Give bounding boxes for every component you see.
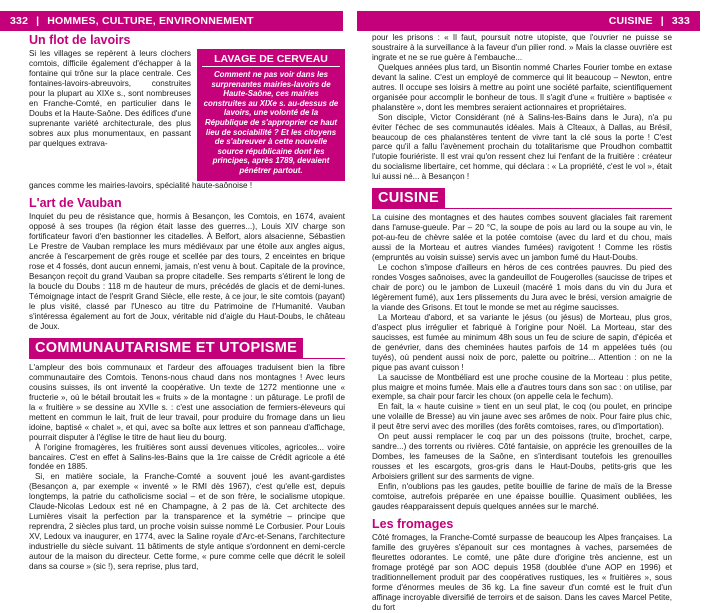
utopie-paragraph-2: Quelques années plus tard, un Bisontin nommé Charles Fourier tombe en extase devant la saline. C'est un employé de commerce qui lit beaucoup – Newton, entre autres. Il occupe ses loisirs à mettre au point une société parfaite, scientifiquement organisée pour accomplir le bonheur de tous. Il s'agit d'une « fruitière » baptisée « phalanstère », dont les membres seraient actionnaires et propriétaires.: [372, 62, 672, 112]
utopie-paragraph-3: Son disciple, Victor Considérant (né à Salins-les-Bains dans le Jura), n'a pu éviter l'échec de ses communautés idéales. Mais à Cîteaux, à Dallas, au Brésil, beaucoup de ces phalanstères tentent de vivre tant la clé sous la porte ! C'est parce qu'il a fallu l'avènement prochain du totalitarisme que Proudhon combattit l'utopie fouriériste. Il est vrai qu'on ressent chez lui l'enfant de la fruitière : créateur du socialisme libertaire, cet homme, qui déclara : « La propriété, c'est le vol », était lui aussi né... à Besançon !: [372, 112, 672, 182]
page-number-left: 332: [10, 15, 29, 27]
cuisine-paragraph-3: La Morteau d'abord, et sa variante le jésus (ou jésus) de Morteau, plus gros, d'aspect plus irrégulier et fabriqué à l'origine pour Noël. La Morteau, star des saucisses, est fumée au minimum 48h sous un feu de sciure de sapin, d'épicéa et de genévrier, dans des cheminées hautes parfois de 14 m appelées tués (ou tuyés), où pendent aussi noix de porc, palette ou poitrine... Attention : on ne la pique pas avant cuisson !: [372, 312, 672, 372]
utopie-paragraph-1: pour les prisons : « Il faut, poursuit notre utopiste, que l'ouvrier ne puisse se soustraire à la surveillance à la faveur d'un pilier rond. » Mais la classe ouvrière est ingrate et ne se rue guère à l'embauche...: [372, 33, 672, 62]
section-title-cuisine: CUISINE: [372, 188, 445, 208]
page-thumb-tab-left: [0, 243, 7, 273]
page-number-right: 333: [671, 15, 690, 27]
lavoirs-paragraph: Si les villages se repèrent à leurs clochers comtois, difficile également d'échapper à la fontaine qui trône sur la place centrale. Ces fontaines-lavoirs-abreuvoirs, construites pour la plupart au XIXe s., sont nombreuses en Franche-Comté, en particulier dans le Doubs et la Haute-Saône. Des édifices d'une suprenante variété architecturale, des plus sobres aux plus monumentaux, en passant par quelques extrava-: [29, 49, 191, 148]
section-title-communautarisme: COMMUNAUTARISME ET UTOPISME: [29, 338, 303, 358]
callout-text: Comment ne pas voir dans les surprenantes mairies-lavoirs de Haute-Saône, ces mairies construites au XIXe s. au-dessus de lavoirs, une volonté de la République de s'approprier ce haut lieu de sociabilité ? Et les citoyens de s'abreuver à cette nouvelle source républicaine dont les principes, après 1789, devaient pénétrer partout.: [203, 70, 339, 175]
lavoirs-paragraph-end: gances comme les mairies-lavoirs, spécialité haute-saônoise !: [29, 180, 253, 190]
page-thumb-tab-right: [693, 243, 709, 273]
heading-art-de-vauban: L'art de Vauban: [29, 196, 122, 211]
lavoirs-section: [29, 49, 345, 181]
communautarisme-paragraph-2: À l'origine fromagères, les fruitières sont aussi devenues viticoles, agricoles... voire bancaires. C'est en effet à Salins-les-Bains que la 1re caisse de Crédit agricole a été fondée en 1885.: [29, 442, 345, 472]
heading-les-fromages: Les fromages: [372, 516, 454, 531]
running-header-left: [0, 11, 343, 31]
header-separator: |: [660, 15, 664, 27]
vauban-paragraph: Inquiet du peu de résistance que, hormis à Besançon, les Comtois, en 1674, avaient opposé à ses troupes (la région était lasse des guerres...), Louis XIV charge son fortificateur favori d'en bastionner les citadelles. À Belfort, alors alsacienne, Sébastien Le Prestre de Vauban remplace les murs médiévaux par une étoile aux angles aigus, ancrée à l'escarpement de grès rouge et scellée par des tours, 2 enceintes en brique rose et 4 fossés, dont aucun ennemi, jamais, n'est venu à bout. Capitale de la province, Besançon reçoit du grand Vauban sa propre citadelle. Ses remparts s'étirent le long de la boucle du Doubs : 118 m de hauteur de murs, précédés de glacis et de demi-lunes. Témoignage intact de l'esprit Grand Siècle, elle reste, à ce jour, le site comtois (payant) le plus visité, classé par l'Unesco au titre du Patrimoine de l'Humanité. Vauban s'intéressa également au fort de Joux, véritable nid d'aigle du Haut-Doubs, le château de Joux.: [29, 212, 345, 331]
communautarisme-paragraph-3: Si, en matière sociale, la Franche-Comté a souvent joué les avant-gardistes (Besançon a, par exemple « inventé » le RMI dès 1967), c'est qu'elle est, depuis longtemps, la patrie du catholicisme social – et de son frère, le socialisme utopique. Claude-Nicolas Ledoux est né en Champagne, à 2 pas de là. Cet architecte des Lumières visait la perfection par la transparence et la symétrie – principe que reprendra, 2 siècles plus tard, un proche voisin suisse nommé Le Corbusier. Pour Louis XV, Ledoux va inaugurer, en 1774, avec la Saline royale d'Arc-et-Senans, l'architecture industrielle du siècle suivant. 11 bâtiments de style antique s'ordonnent en demi-cercle autour de la maison du directeur. Cette forme, « pure comme celle que décrit le soleil dans sa course » (sic !), sera reprise, plus tard,: [29, 472, 345, 571]
cuisine-paragraph-4: La saucisse de Montbéliard est une proche cousine de la Morteau : plus petite, plus maigre et moins fumée. Mais elle a d'autres tours dans son sac : on utilise, par exemple, sa chair pour farcir les choux (on appelle cela le fechum).: [372, 372, 672, 402]
section-title-right: CUISINE: [608, 15, 653, 27]
section-title-left: HOMMES, CULTURE, ENVIRONNEMENT: [47, 15, 254, 27]
cuisine-paragraph-6: On peut aussi remplacer le coq par un des poissons (truite, brochet, carpe, sandre...) des torrents ou rivières. Côté fantaisie, on apprécie les grenouilles de la Dombes, les fameuses de la Saône, en s'interdisant toutefois les grenouilles rousses et les escargots, gros-gris dans le Haut-Doubs, petits-gris que les Arboisiers grillent sur des sarments de vigne.: [372, 432, 672, 482]
header-separator: |: [36, 15, 40, 27]
callout-lavage-de-cerveau: [197, 49, 345, 181]
right-page-column: [372, 33, 672, 612]
communautarisme-paragraph-1: L'ampleur des bois communaux et l'ardeur des affouages traduisent bien la fibre communautaire des Comtois. Tenons-nous chaud dans nos montagnes ! Avec leurs cousins suisses, ils ont inventé la coopérative. Un texte de 1272 mentionne une « fructerie », où le bétail broutait les « fruits » de la montagne : un pâturage. Le profil de la « fruitière » se dessine au XVIIe s. : c'est une association de fermiers-éleveurs qui mettent en commun le lait, fruit de leur travail, pour produire du fromage dans un lieu idoine, baptisé « chalet », et qui, avec sa boîte aux lettres et son panneau d'affichage, pourrait disputer à l'église le titre de haut lieu du bourg.: [29, 362, 345, 442]
callout-title: LAVAGE DE CERVEAU: [202, 53, 340, 67]
cuisine-paragraph-7: Enfin, n'oublions pas les gaudes, petite bouillie de farine de maïs de la Bresse comtoise, autrefois préparée en une épaisse bouillie. Quasiment oubliées, les gaudes réapparaissent depuis quelques années sur le marché.: [372, 482, 672, 511]
cuisine-paragraph-2: Le cochon s'impose d'ailleurs en héros de ces contrées pauvres. Du pied des rondes Vosges saônoises, avec la gandeuillot de Fougerolles (saucisse de tripes et chair de porc) ou le jambon de Luxeuil (macéré 1 mois dans du vin du Jura et légèrement fumé), aux 1ers plissements du Jura avec le brési, version amaigrie de la viande des Grisons. Et tout le monde se met au régime saucisses.: [372, 263, 672, 312]
left-page-column: [29, 33, 345, 579]
cuisine-paragraph-5: En fait, la « haute cuisine » tient en un seul plat, le coq (ou poulet, en principe une volaille de Bresse) au vin jaune avec ses arômes de noix. Pour faire plus chic, il peut être servi avec des morilles (des forêts comtoises, rares, ou d'importation).: [372, 402, 672, 432]
cuisine-paragraph-1: La cuisine des montagnes et des hautes combes souvent glaciales fait rarement dans l'amuse-gueule. Par – 20 °C, la soupe de pois au lard ou la soupe au vin, le pot-au-feu de chèvre salée et la potée comtoise (avec du lard et du chou, mais aussi de la Morteau et autres viandes fumées) ravigotent ! Comme les röstis (empruntés au voisin suisse) servis avec un jambon fumé du Haut-Doubs.: [372, 213, 672, 263]
running-header-right: [357, 11, 700, 31]
section-band-communautarisme: [29, 338, 345, 359]
heading-flot-de-lavoirs: Un flot de lavoirs: [29, 33, 131, 47]
section-band-cuisine: [372, 188, 672, 209]
fromages-paragraph-1: Côté fromages, la Franche-Comté surpasse de beaucoup les Alpes françaises. La famille des gruyères s'épanouit sur ces montagnes à vaches, parsemées de fleurettes odorantes. Le comté, une pâte dure d'origine très ancienne, est un fromage protégé par son AOC depuis 1958 (doublée d'une AOP en 1996) et traditionnellement produit par des coopératives rustiques, les « fruitières », sous forme d'énormes meules de 36 kg. La fine saveur d'un comté est le fruit d'un affinage incroyable diversifié de terroirs et de saison. Dans les caves Marcel Petite, du fort: [372, 532, 672, 612]
